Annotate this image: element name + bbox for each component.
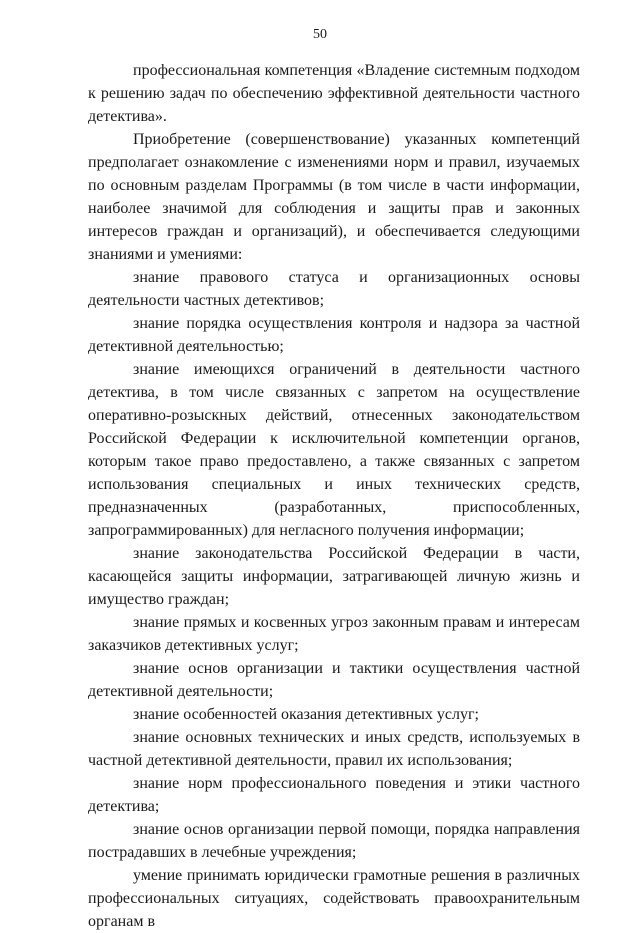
list-item-legal-status: знание правового статуса и организационных основы деятельности частных детективов;: [88, 269, 580, 309]
list-item-ethics: знание норм профессионального поведения и этики частного детектива;: [88, 775, 580, 815]
list-item-first-aid: знание основ организации первой помощи, порядка направления пострадавших в лечебные учреждения;: [88, 821, 580, 861]
list-item-threats: знание прямых и косвенных угроз законным правам и интересам заказчиков детективных услуг;: [88, 614, 580, 654]
list-item-technical-means: знание основных технических и иных средств, используемых в частной детективной деятельности, правил их использования;: [88, 729, 580, 769]
list-item-organization-tactics: знание основ организации и тактики осуществления частной детективной деятельности;: [88, 660, 580, 700]
list-item-control-supervision: знание порядка осуществления контроля и надзора за частной детективной деятельностью;: [88, 315, 580, 355]
list-item-restrictions: знание имеющихся ограничений в деятельности частного детектива, в том числе связанных с запретом на осуществление оперативно-розыскных действий, отнесенных законодательством Российской Федерации к исключительной компетенции органов, которым такое право предоставлено, а также связанных с запретом использования специальных и иных технических средств, предназначенных (разработанных, приспособленных, запрограммированных) для негласного получения информации;: [88, 361, 580, 539]
document-body: [88, 59, 580, 933]
list-item-information-protection: знание законодательства Российской Федерации в части, касающейся защиты информации, затрагивающей личную жизнь и имущество граждан;: [88, 545, 580, 608]
list-item-legal-decisions: умение принимать юридически грамотные решения в различных профессиональных ситуациях, содействовать правоохранительным органам в: [88, 867, 580, 930]
paragraph-acquisition: Приобретение (совершенствование) указанных компетенций предполагает ознакомление с изменениями норм и правил, изучаемых по основным разделам Программы (в том числе в части информации, наиболее значимой для соблюдения и защиты прав и законных интересов граждан и организаций), и обеспечивается следующими знаниями и умениями:: [88, 131, 580, 263]
paragraph-competency-continuation: профессиональная компетенция «Владение системным подходом к решению задач по обеспечению эффективной деятельности частного детектива».: [88, 62, 580, 125]
list-item-service-features: знание особенностей оказания детективных услуг;: [133, 706, 479, 723]
page-number: 50: [313, 27, 327, 42]
